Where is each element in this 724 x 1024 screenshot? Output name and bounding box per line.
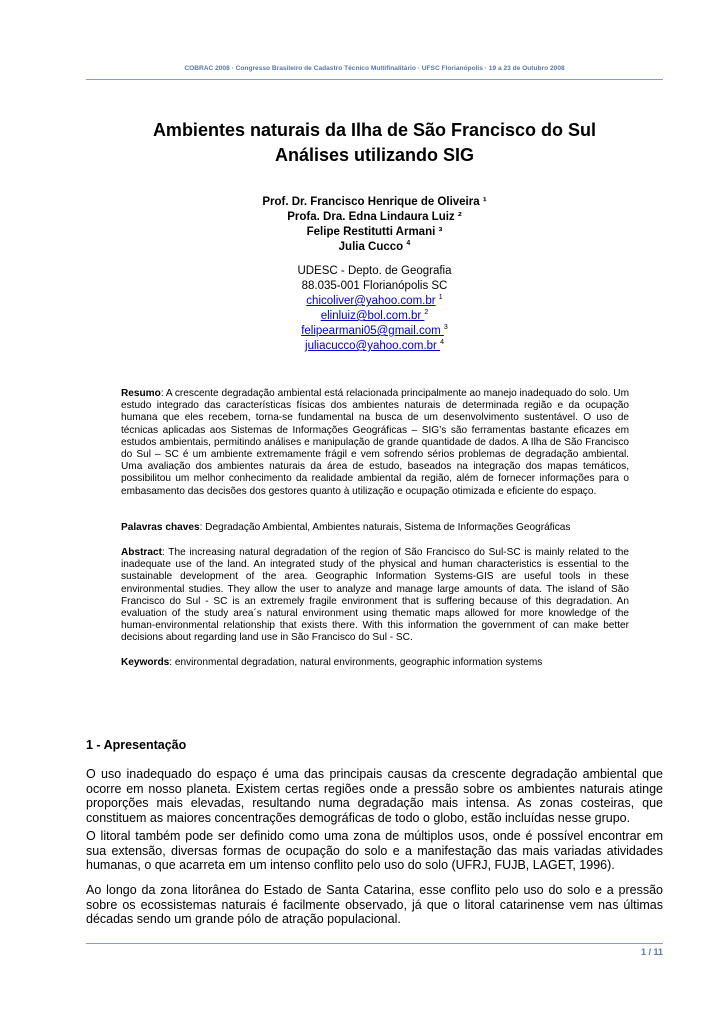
author: Prof. Dr. Francisco Henrique de Oliveira ¹ <box>262 196 487 208</box>
email-link[interactable]: juliacucco@yahoo.com.br <box>305 340 441 352</box>
author-list <box>86 195 663 255</box>
abstract-label: Abstract <box>121 547 162 558</box>
page-number: 1 / 11 <box>640 947 663 957</box>
keywords-label: Keywords <box>121 657 170 668</box>
abstract-text: : The increasing natural degradation of the region of São Francisco do Sul-SC is mainly related to the inadequate use of the land. An integrated study of the physical and human characteristics is essential to the sustainable development of the area. Geographic Information Systems-GIS are useful tools in these environmental studies. They allow the user to analyze and manage large amounts of data. The island of São Francisco do Sul - SC is an extremely fragile environment that is suffering because of this degradation. An evaluation of the study area´s natural environment using thematic maps allowed for more knowledge of the human-environmental relationship that exists there. With this information the government of can make better decisions about regarding land use in São Francisco do Sul - SC. <box>121 547 629 644</box>
body-paragraph: O litoral também pode ser definido como uma zona de múltiplos usos, onde é possível encontrar em sua extensão, diversas formas de ocupação do solo e a manifestação das mais variadas atividades humanas, o que acarreta em um intenso conflito pelo uso do solo (UFRJ, FUJB, LAGET, 1996). <box>86 829 663 872</box>
address: 88.035-001 Florianópolis SC <box>301 280 448 292</box>
email-sup: 4 <box>440 339 444 347</box>
paper-title <box>86 118 663 168</box>
keywords-text: : environmental degradation, natural environments, geographic information systems <box>169 657 543 668</box>
resumo-paragraph <box>121 388 629 498</box>
email-sup: 2 <box>424 309 429 317</box>
author: Felipe Restitutti Armani ³ <box>306 226 443 238</box>
email-link[interactable]: elinluiz@bol.com.br <box>320 310 425 322</box>
author: Julia Cucco $^4$ <box>338 240 411 253</box>
email-sup: 1 <box>438 294 443 302</box>
department: UDESC - Depto. de Geografia <box>297 265 452 277</box>
resumo-label: Resumo <box>121 388 161 399</box>
resumo-text: : A crescente degradação ambiental está relacionada principalmente ao manejo inadequado do solo. Um estudo integrado das características físicas dos ambientes naturais de determinada região e da ocupação humana que eles recebem, torna-se fundamental na busca de um desenvolvimento sustentável. O uso de técnicas aplicadas aos Sistemas de Informações Geográficas – SIG’s são ferramentas bastante eficazes em estudos ambientais, permitindo análises e manipulação de grande quantidade de dados. A Ilha de São Francisco do Sul – SC é um ambiente extremamente frágil e vem sofrendo sérios problemas de degradação ambiental. Uma avaliação dos ambientes naturais da área de estudo, baseados na integração dos mapas temáticos, possibilitou um melhor conhecimento da realidade ambiental da região, além de fornecer informações para o embasamento das decisões dos gestores quanto à utilização e ocupação otimizada e eficiente do espaço. <box>121 388 629 497</box>
abstract-paragraph <box>121 547 629 645</box>
palavras-label: Palavras chaves <box>121 522 200 533</box>
section-heading: 1 - Apresentação <box>86 738 187 752</box>
affiliation <box>86 264 663 354</box>
email-link[interactable]: felipearmani05@gmail.com <box>301 325 444 337</box>
body-paragraph: O uso inadequado do espaço é uma das principais causas da crescente degradação ambiental que ocorre em nosso planeta. Existem certas regiões onde a pressão sobre os ambientes naturais atinge proporções mais elevadas, resultando numa degradação mais intensa. As zonas costeiras, que constituem as maiores concentrações demográficas de todo o globo, estão incluídas nesse grupo. <box>86 767 663 825</box>
email-sup: 3 <box>443 324 448 332</box>
body-paragraph: Ao longo da zona litorânea do Estado de Santa Catarina, esse conflito pelo uso do solo e a pressão sobre os ecossistemas naturais é facilmente observado, já que o litoral catarinense vem nas últimas décadas sendo um grande pólo de atração populacional. <box>86 883 663 926</box>
palavras-paragraph <box>121 522 629 534</box>
author: Profa. Dra. Edna Lindaura Luiz ² <box>287 211 462 223</box>
email-link[interactable]: chicoliver@yahoo.com.br <box>306 295 436 307</box>
title-line-1: Ambientes naturais da Ilha de São Francisco do Sul <box>152 120 597 140</box>
running-header: COBRAC 2008 · Congresso Brasileiro de Cadastro Técnico Multifinalitário · UFSC Florianópolis · 19 a 23 de Outubro 2008 <box>86 63 663 80</box>
palavras-text: : Degradação Ambiental, Ambientes naturais, Sistema de Informações Geográficas <box>199 522 571 533</box>
keywords-paragraph <box>121 657 629 669</box>
title-line-2: Análises utilizando SIG <box>274 145 475 165</box>
footer-rule <box>86 943 663 944</box>
